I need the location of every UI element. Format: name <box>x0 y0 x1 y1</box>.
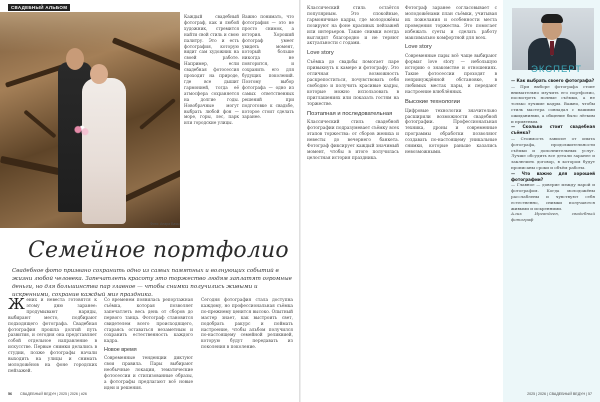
right-column-2 <box>405 6 497 156</box>
body-text-1: ених и невеста готовятся к этому дню заранее: продумывают наряды, выбирают место, подбирают подходящего фотографа. Свадебная фотография прошла долгий путь развития, и сегодня она представляет собой отдельное направление в искусстве. Первые снимки делались в студии, позже фотографы начали выходить на улицы и снимать молодожёнов на фоне городских пейзажей. <box>8 298 97 374</box>
subhead-new-time: Новое время <box>104 347 137 354</box>
subhead-high-tech: Высокие технологии <box>405 98 460 105</box>
intro-column-2: Важно понимать, что фотография — это не просто снимок, а история. Хороший фотограф умеет увидеть момент, который больше никогда не повторится, и сохранить его для будущих поколений. Поэтому выбор фотографа — одно из самых ответственных решений при подготовке к свадьбе, которое стоит сделать заранее. <box>242 14 294 120</box>
expert-signature: Алик Иргандеев, свадебный фотограф <box>511 211 595 223</box>
page-number-left: 56 <box>8 392 12 396</box>
expert-question-2: — Сколько стоит свадебная съёмка? <box>511 124 595 136</box>
right-text-2c: Цифровые технологии значительно расширили возможности свадебной фотографии. Профессиональная техника, дроны и современные программы обработки позволяют создавать по-настоящему уникальные снимки, которые раньше казались невозможными. <box>405 108 497 155</box>
subhead-love-story-b: Love story <box>405 44 432 51</box>
right-text-2: Фотограф заранее согласовывает с молодожёнами план съёмки, учитывая их пожелания и особенности места проведения торжества. Это помогает избежать суеты и сделать работу максимально комфортной для всех. <box>405 6 497 41</box>
expert-portrait <box>512 8 594 70</box>
expert-label: ЭКСПЕРТ <box>531 64 582 75</box>
right-text-1c: Классический стиль свадебной фотографии подразумевает съёмку всех этапов торжества: от сборов жениха и невесты до вечернего банкета. Фотограф фиксирует каждый значимый момент, чтобы в итоге получилась целостная история праздника. <box>307 120 399 161</box>
article-lead: Свадебное фото призвано сохранить одно из самых памятных и волнующих событий в жизни любой человека. Запечатлеть красоту это торжество людям заплатят огромные деньги, но для большинства пар главное — чтобы снимки получились живыми и искренними, сохранив каждый миг праздника. <box>12 268 292 298</box>
body-column-2 <box>104 298 193 392</box>
expert-question-3: — Что важно для хорошей фотографии? <box>511 170 595 182</box>
photo-credit: Фото: Анара Бачы <box>150 222 180 226</box>
right-page <box>301 0 600 402</box>
right-column-1 <box>307 6 399 162</box>
body-text-2: Со временем появилась репортажная съёмка, которая позволяет запечатлеть весь день от сборов до первого танца. Фотограф становится свидетелем всего происходящего, стараясь оставаться незаметным и сохранить естественность каждого кадра. <box>104 298 193 345</box>
body-text-2b: Современные тенденции диктуют свои правила. Пары выбирают необычные локации, тематические фотосессии и стилизованные образы, а фотографы предлагают всё новые идеи и решения. <box>104 356 193 391</box>
subhead-love-story-a: Love story <box>307 50 334 57</box>
expert-answer-1: — При выборе фотографа стоит внимательно изучить его портфолио, посмотреть полные съёмки, а не только лучшие кадры. Важно, чтобы стиль мастера совпадал с вашими ожиданиями, а общение было лёгким и приятным. <box>511 83 595 124</box>
expert-question-1: — Как выбрать своего фотографа? <box>511 78 595 83</box>
expert-answer-3: — Главное — доверие между парой и фотографом. Когда молодожёны расслаблены и чувствуют себя естественно, снимки получаются живыми и искренними. <box>511 182 595 211</box>
right-text-1: Классический стиль остаётся популярным. Это спокойные, гармоничные кадры, где молодожёны позируют на фоне красивых пейзажей или интерьеров. Такие снимки всегда выглядят благородно и не теряют актуальности с годами. <box>307 6 399 47</box>
right-text-2b: Современные пары всё чаще выбирают формат love story — небольшую историю о знакомстве и отношениях. Такие фотосессии проходят в непринуждённой обстановке, в любимых местах пары, и передают настроение влюблённых. <box>405 54 497 95</box>
expert-sidebar <box>503 0 600 402</box>
footer-right: 2025 | 2026 | СВАДЕБНЫЙ ВЕДУН | 57 <box>527 392 592 396</box>
footer-left: СВАДЕБНЫЙ ВЕДУН | 2025 | 2026 | #26 <box>20 392 87 396</box>
expert-answer-2: — Стоимость зависит от опыта фотографа, продолжительности съёмки и дополнительных услуг. Лучше обсудить все детали заранее и заключить договор, в котором будут прописаны сроки и объём работы. <box>511 135 595 170</box>
article-title: Семейное портфолио <box>28 238 289 263</box>
left-page <box>0 0 299 402</box>
body-column-1 <box>8 295 97 375</box>
intro-column-1: Каждый свадебный фотограф, как и любой художник, стремится найти свой стиль и свою палитру. Это и есть фотография, которую видит сам художник на своей работе. Например, если свадебная фотосессия проходит на природе, где все дышит гармонией, тогда её атмосфера сохраняется на долгие годы. Новобрачные могут выбрать любой фон — море, горы, лес, парк или городские улицы. <box>184 14 239 126</box>
wedding-couple-photo <box>0 12 180 228</box>
section-tag: СВАДЕБНЫЙ АЛЬБОМ <box>8 4 70 11</box>
bouquet-icon <box>72 124 92 138</box>
right-text-1b: Съёмка до свадьбы помогает паре привыкнуть к камере и фотографу. Это отличная возможность раскрепоститься, почувствовать себя свободно и получить красивые кадры, которые можно использовать в приглашениях или показать гостям на торжестве. <box>307 60 399 107</box>
expert-interview <box>511 78 595 223</box>
body-column-3: Сегодня фотография стала доступна каждому, но профессиональная съёмка по-прежнему ценится высоко. Опытный мастер знает, как выстроить свет, подобрать ракурс и поймать настроение, чтобы альбом получился по-настоящему семейной реликвией, которую будут передавать из поколения в поколение. <box>201 298 293 351</box>
subhead-staged: Поэтапная и последовательная <box>307 110 393 117</box>
drop-cap: Ж <box>8 295 25 313</box>
